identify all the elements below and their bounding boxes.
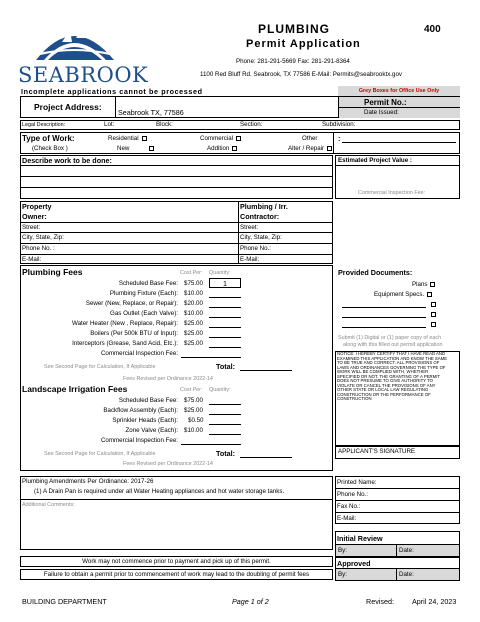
plumbing-fee-label: Gas Outlet (Each Valve): <box>110 310 178 317</box>
logo-emblem-icon <box>18 20 130 62</box>
contractor-phone-label: Phone No.: <box>240 245 271 252</box>
plumbing-fee-qty-field[interactable] <box>209 307 241 308</box>
plumbing-total-label: Total: <box>216 362 236 371</box>
certification-line: SPECIFIED OR NOT. THE GRANTING OF A PERMIT <box>337 373 441 379</box>
type-of-work-label: Type of Work: <box>22 134 75 143</box>
plumbing-fee-qty-field[interactable] <box>209 297 241 298</box>
owner-phone-label: Phone No. : <box>22 245 55 252</box>
plumbing-fees-title: Plumbing Fees <box>22 267 83 277</box>
contractor-city-label: City, State, Zip: <box>240 234 282 241</box>
plumbing-fee-label: Plumbing Fixture (Each): <box>109 290 178 297</box>
block-label: Block: <box>156 121 173 128</box>
owner-title-b: Owner: <box>22 212 47 221</box>
plumbing-fee-qty[interactable]: 1 <box>209 278 241 288</box>
certification-line: TO BE TRUE AND CORRECT. ALL PROVISIONS OF <box>337 360 440 365</box>
certification-line: CONSTRUCTION OR THE PERFORMANCE OF <box>337 391 431 397</box>
plumbing-fee-cost: $75.00 <box>184 280 203 287</box>
lot-label: Lot: <box>104 121 115 128</box>
printed-name-label: Printed Name: <box>337 479 377 486</box>
irrigation-total-field[interactable] <box>240 457 292 458</box>
plumbing-fee-cost: $10.00 <box>184 310 203 317</box>
document-other-checkbox[interactable] <box>431 312 436 317</box>
additional-comments-label: Additional Comments: <box>22 502 75 508</box>
certification-line: LAWS AND ORDINANCES GOVERNING THE TYPE OF <box>337 364 446 370</box>
commercial-label: Commercial <box>200 135 234 142</box>
irrigation-fee-cost: $0.50 <box>188 417 204 424</box>
irrigation-fee-qty-field[interactable] <box>209 404 241 405</box>
date-issued-label: Date Issued: <box>364 109 399 116</box>
approved-date-label: Date: <box>399 571 414 578</box>
certification-text <box>337 352 460 402</box>
form-number: 400 <box>424 24 441 35</box>
irrigation-quantity-header: Quantity: <box>209 387 231 393</box>
page-subtitle: Permit Application <box>246 38 361 50</box>
document-other-checkbox[interactable] <box>431 302 436 307</box>
certification-line: CONSTRUCTION <box>337 396 372 401</box>
irrigation-fees-revised: Fees Revised per Ordinance 2022-14 <box>123 461 213 467</box>
plumbing-total-field[interactable] <box>240 370 292 371</box>
initial-review-date-label: Date: <box>399 547 414 554</box>
plumbing-fee-qty-field[interactable] <box>209 327 241 328</box>
irrigation-fee-qty-field[interactable] <box>209 434 241 435</box>
alter-repair-checkbox[interactable] <box>327 146 332 151</box>
addition-label: Addition <box>207 145 230 152</box>
contact-address: 1100 Red Bluff Rd. Seabrook, TX 77586 E-Mail: Permits@seabrooktx.gov <box>200 71 402 78</box>
project-address-label: Project Address: <box>34 102 102 112</box>
irrigation-fee-cost: $25.00 <box>184 407 203 414</box>
irrigation-fees-title: Landscape Irrigation Fees <box>22 384 128 394</box>
additional-comments-field[interactable] <box>21 510 332 549</box>
owner-email-label: E-Mail: <box>22 256 42 263</box>
contact-phone: Phone: 281-291-5669 Fax: 281-291-8364 <box>236 58 350 65</box>
document-other-field[interactable] <box>342 327 426 328</box>
applicant-phone-label: Phone No.: <box>337 491 368 498</box>
plumbing-fee-cost: $25.00 <box>184 340 203 347</box>
office-use-banner: Grey Boxes for Office Use Only <box>338 86 460 96</box>
other-label: Other <box>302 135 318 142</box>
footer-department: BUILDING DEPARTMENT <box>22 597 107 606</box>
owner-title-a: Property <box>22 202 52 211</box>
plumbing-fee-label: Interceptors (Grease, Sand Acid, Etc.): <box>72 340 178 347</box>
describe-work-field[interactable] <box>21 166 332 198</box>
plumbing-quantity-header: Quantity: <box>209 270 231 276</box>
equipment-specs-checkbox[interactable] <box>427 292 432 297</box>
certification-line: VIOLATE OR CANCEL THE PROVISIONS OF ANY <box>337 382 436 388</box>
footer-revised-label: Revised: <box>366 597 394 606</box>
plans-label: Plans <box>412 281 428 288</box>
plumbing-fee-cost: $25.00 <box>184 330 203 337</box>
residential-label: Residential <box>108 135 139 142</box>
plumbing-fee-cost: $10.00 <box>184 290 203 297</box>
document-other-field[interactable] <box>342 307 426 308</box>
contractor-email-label: E-Mail: <box>240 256 260 263</box>
applicant-fax-label: Fax No.: <box>337 503 361 510</box>
plumbing-cost-per-header: Cost Per: <box>180 270 203 276</box>
certification-line: EXAMINED THIS APPLICATION AND KNOW THE SAME <box>337 355 448 361</box>
plumbing-fee-label: Scheduled Base Fee: <box>118 280 178 287</box>
estimated-value-field[interactable] <box>336 166 459 186</box>
legal-description-label: Legal Description: <box>22 122 66 128</box>
certification-line: DOES NOT PRESUME TO GIVE AUTHORITY TO <box>337 378 433 383</box>
amendments-title: Plumbing Amendments Per Ordinance: 2017-26 <box>22 478 154 485</box>
initial-review-by-label: By: <box>338 547 347 554</box>
incomplete-notice: Incomplete applications cannot be processed <box>21 87 203 96</box>
irrigation-see-second-page: See Second Page for Calculation, If Applicable <box>44 451 156 457</box>
irrigation-fee-cost: $10.00 <box>184 427 203 434</box>
addition-checkbox[interactable] <box>232 146 237 151</box>
applicant-email-label: E-Mail: <box>337 515 357 522</box>
alter-repair-label: Alter / Repair <box>288 145 325 152</box>
page-title: PLUMBING <box>258 22 330 36</box>
warning-line-1: Work may not commence prior to payment and pick up of this permit. <box>82 558 271 565</box>
plumbing-fee-label: Boilers (Per 500k BTU of Input): <box>90 330 178 337</box>
irrigation-fee-label: Scheduled Base Fee: <box>118 397 178 404</box>
residential-checkbox[interactable] <box>142 136 147 141</box>
irrigation-fee-qty-field[interactable] <box>209 414 241 415</box>
contractor-title-b: Contractor: <box>240 212 280 221</box>
plumbing-fee-label: Water Heater (New , Replace, Repair): <box>71 320 178 327</box>
equipment-specs-label: Equipment Specs. <box>374 291 425 298</box>
logo-wordmark: SEABROOK <box>18 63 149 87</box>
footer-revised-date: April 24, 2023 <box>412 597 457 606</box>
plumbing-fees-revised: Fees Revised per Ordinance 2022-14 <box>123 376 213 382</box>
commercial-inspection-fee-note: Commercial Inspection Fee: <box>358 190 426 196</box>
new-label: New <box>117 145 130 152</box>
plumbing-fee-qty-field[interactable] <box>209 337 241 338</box>
provided-documents-title: Provided Documents: <box>338 268 413 277</box>
irrigation-fee-label: Zone Valve (Each): <box>125 427 178 434</box>
footer-page-number: Page 1 of 2 <box>232 597 269 606</box>
certification-line: WORK WILL BE COMPLIED WITH, WHETHER <box>337 369 429 374</box>
irrigation-fee-label: Sprinkler Heads (Each): <box>112 417 178 424</box>
permit-no-label: Permit No.: <box>364 98 407 107</box>
plumbing-fee-label: Sewer (New, Replace, or Repair): <box>85 300 178 307</box>
section-label: Section: <box>240 121 263 128</box>
approved-by-label: By: <box>338 571 347 578</box>
document-other-field[interactable] <box>342 317 426 318</box>
estimated-value-label: Estimated Project Value : <box>338 157 412 164</box>
commercial-checkbox[interactable] <box>236 136 241 141</box>
new-checkbox[interactable] <box>149 146 154 151</box>
submit-note-line-1: Submit (1) Digital or (1) paper copy of each <box>338 335 442 341</box>
plumbing-fee-cost: $25.00 <box>184 320 203 327</box>
irrigation-commercial-fee-label: Commercial Inspection Fee: <box>100 437 178 444</box>
amendment-item: (1) A Drain Pan is required under all Water Heating appliances and hot water storage tanks. <box>34 488 285 495</box>
contractor-title-a: Plumbing / Irr. <box>240 202 288 211</box>
owner-city-label: City, State, Zip: <box>22 234 64 241</box>
plans-checkbox[interactable] <box>430 282 435 287</box>
seabrook-logo <box>18 20 149 87</box>
certification-line: NOTICE: I HEREBY CERTIFY THAT I HAVE READ AND <box>337 351 446 356</box>
plumbing-fee-cost: $20.00 <box>184 300 203 307</box>
submit-note-line-2: along with this filled out permit application <box>343 342 443 348</box>
subdivision-label: Subdivision: <box>322 121 356 128</box>
warning-line-2: Failure to obtain a permit prior to commencement of work may lead to the doubling of permit fees <box>43 571 310 578</box>
project-address-field[interactable]: Seabrook TX, 77586 <box>118 108 184 117</box>
contractor-street-label: Street: <box>240 224 259 231</box>
applicant-signature-label: APPLICANT'S SIGNATURE <box>338 448 416 455</box>
irrigation-cost-per-header: Cost Per: <box>180 387 203 393</box>
initial-review-title: Initial Review <box>337 534 383 543</box>
other-specify-field[interactable] <box>342 142 456 143</box>
irrigation-fee-cost: $75.00 <box>184 397 203 404</box>
other-specify-colon: : <box>338 134 341 143</box>
irrigation-fee-label: Backflow Assembly (Each): <box>103 407 178 414</box>
plumbing-fee-qty-field[interactable] <box>209 317 241 318</box>
document-other-checkbox[interactable] <box>431 322 436 327</box>
plumbing-see-second-page: See Second Page for Calculation, If Applicable <box>44 364 156 370</box>
plumbing-commercial-fee-field[interactable] <box>181 357 241 358</box>
plumbing-commercial-fee-label: Commercial Inspection Fee: <box>100 350 178 357</box>
describe-work-label: Describe work to be done: <box>22 156 112 165</box>
approved-title: Approved <box>337 559 371 568</box>
owner-street-label: Street: <box>22 224 41 231</box>
irrigation-commercial-fee-field[interactable] <box>181 444 241 445</box>
certification-line: OTHER STATE OR LOCAL LAW REGULATING <box>337 387 429 392</box>
irrigation-fee-qty-field[interactable] <box>209 424 241 425</box>
check-box-hint: (Check Box ) <box>32 145 68 152</box>
irrigation-total-label: Total: <box>216 449 236 458</box>
plumbing-fee-qty-field[interactable] <box>209 347 241 348</box>
